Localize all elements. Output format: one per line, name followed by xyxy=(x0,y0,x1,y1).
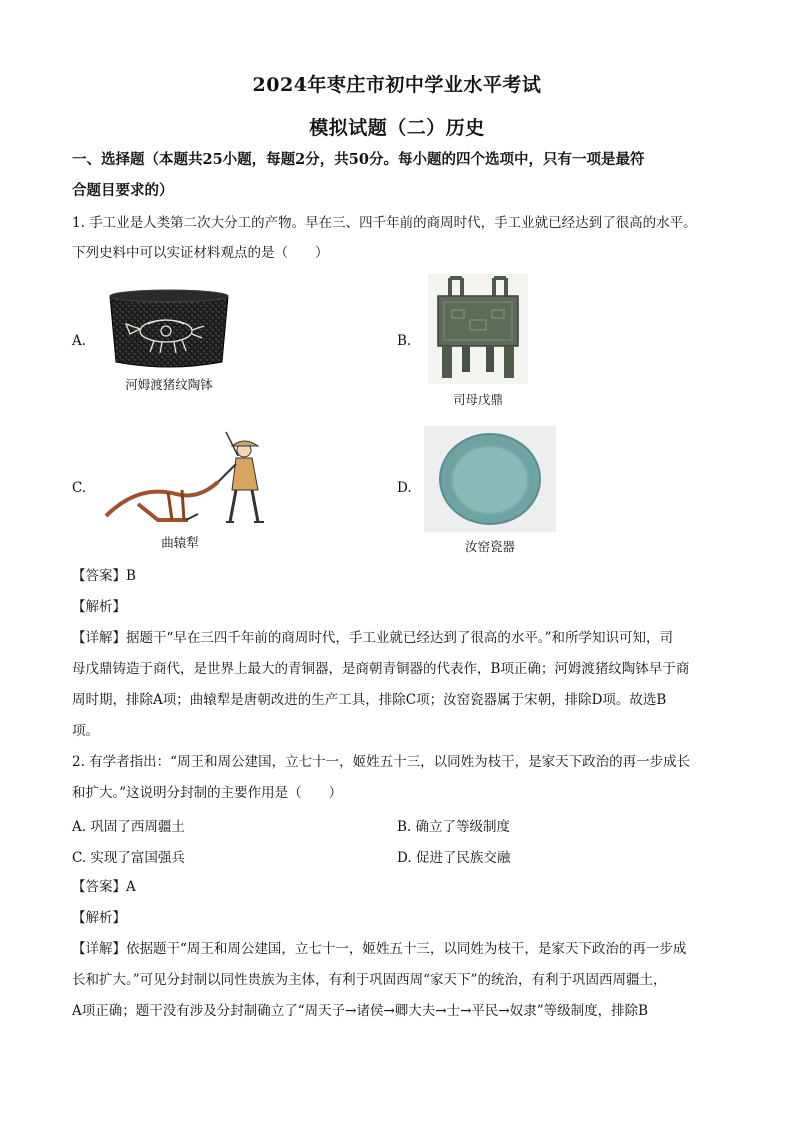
q1-detail-line4: 项。 xyxy=(72,723,99,739)
exam-subtitle: 模拟试题（二）历史 xyxy=(309,117,485,139)
q1-option-b-caption: 司母戊鼎 xyxy=(452,392,503,407)
q1-detail-line3: 周时期，排除A项；曲辕犁是唐朝改进的生产工具，排除C项；汝窑瓷器属于宋朝，排除D项。故选B xyxy=(72,692,667,708)
q1-option-d-caption: 汝窑瓷器 xyxy=(464,539,515,554)
pottery-bowl-pig-pattern-icon xyxy=(104,286,234,372)
q2-choice-a: A. 巩固了西周疆土 xyxy=(72,819,185,835)
q1-stem: 1. 手工业是人类第二次大分工的产物。早在三、四千年前的商周时代，手工业就已经达到了很高的水平。 xyxy=(72,215,697,231)
q1-answer: 【答案】B xyxy=(72,568,136,584)
q1-detail-line2: 母戊鼎铸造于商代，是世界上最大的青铜器，是商朝青铜器的代表作，B项正确；河姆渡猪纹陶钵早于商 xyxy=(72,661,690,677)
bronze-ding-cauldron-icon xyxy=(428,274,528,384)
q2-detail-line2: 长和扩大。”可见分封制以同性贵族为主体，有利于巩固西周“家天下”的统治，有利于巩固西周疆土， xyxy=(72,972,667,988)
q2-stem-cont: 和扩大。”这说明分封制的主要作用是（ ） xyxy=(72,785,343,801)
q1-option-c-letter: C. xyxy=(72,480,87,496)
q1-option-a-letter: A. xyxy=(72,333,87,349)
q2-stem: 2. 有学者指出：“周王和周公建国，立七十一，姬姓五十三，以同姓为枝干，是家天下政治的再一步成长 xyxy=(72,754,691,770)
q1-option-b-letter: B. xyxy=(397,333,412,349)
q2-answer: 【答案】A xyxy=(72,879,136,895)
q2-detail-line3: A项正确；题干没有涉及分封制确立了“周天子→诸侯→卿大夫→士→平民→奴隶”等级制度，排除B xyxy=(72,1003,649,1019)
q2-analysis-label: 【解析】 xyxy=(72,910,126,926)
q2-choice-c: C. 实现了富国强兵 xyxy=(72,850,185,866)
q1-option-a-caption: 河姆渡猪纹陶钵 xyxy=(125,377,213,392)
q2-detail: 【详解】依据题干“周王和周公建国，立七十一，姬姓五十三，以同姓为枝干，是家天下政治的再一步成 xyxy=(72,941,687,957)
exam-title: 2024年枣庄市初中学业水平考试 xyxy=(252,74,542,96)
q2-choice-b: B. 确立了等级制度 xyxy=(397,819,511,835)
q2-choice-d: D. 促进了民族交融 xyxy=(397,850,511,866)
section-heading-cont: 合题目要求的） xyxy=(72,182,174,199)
q1-detail: 【详解】据题干“早在三四千年前的商周时代，手工业就已经达到了很高的水平。”和所学知识可知，司 xyxy=(72,630,674,646)
curved-shaft-plough-icon xyxy=(98,424,268,532)
q1-stem-cont: 下列史料中可以实证材料观点的是（ ） xyxy=(72,245,329,261)
q1-option-d-letter: D. xyxy=(397,480,412,496)
celadon-porcelain-dish-icon xyxy=(424,426,556,532)
section-heading: 一、选择题（本题共25小题，每题2分，共50分。每小题的四个选项中，只有一项是最符 xyxy=(72,151,645,168)
q1-option-c-caption: 曲辕犁 xyxy=(161,535,199,550)
q1-analysis-label: 【解析】 xyxy=(72,599,126,615)
